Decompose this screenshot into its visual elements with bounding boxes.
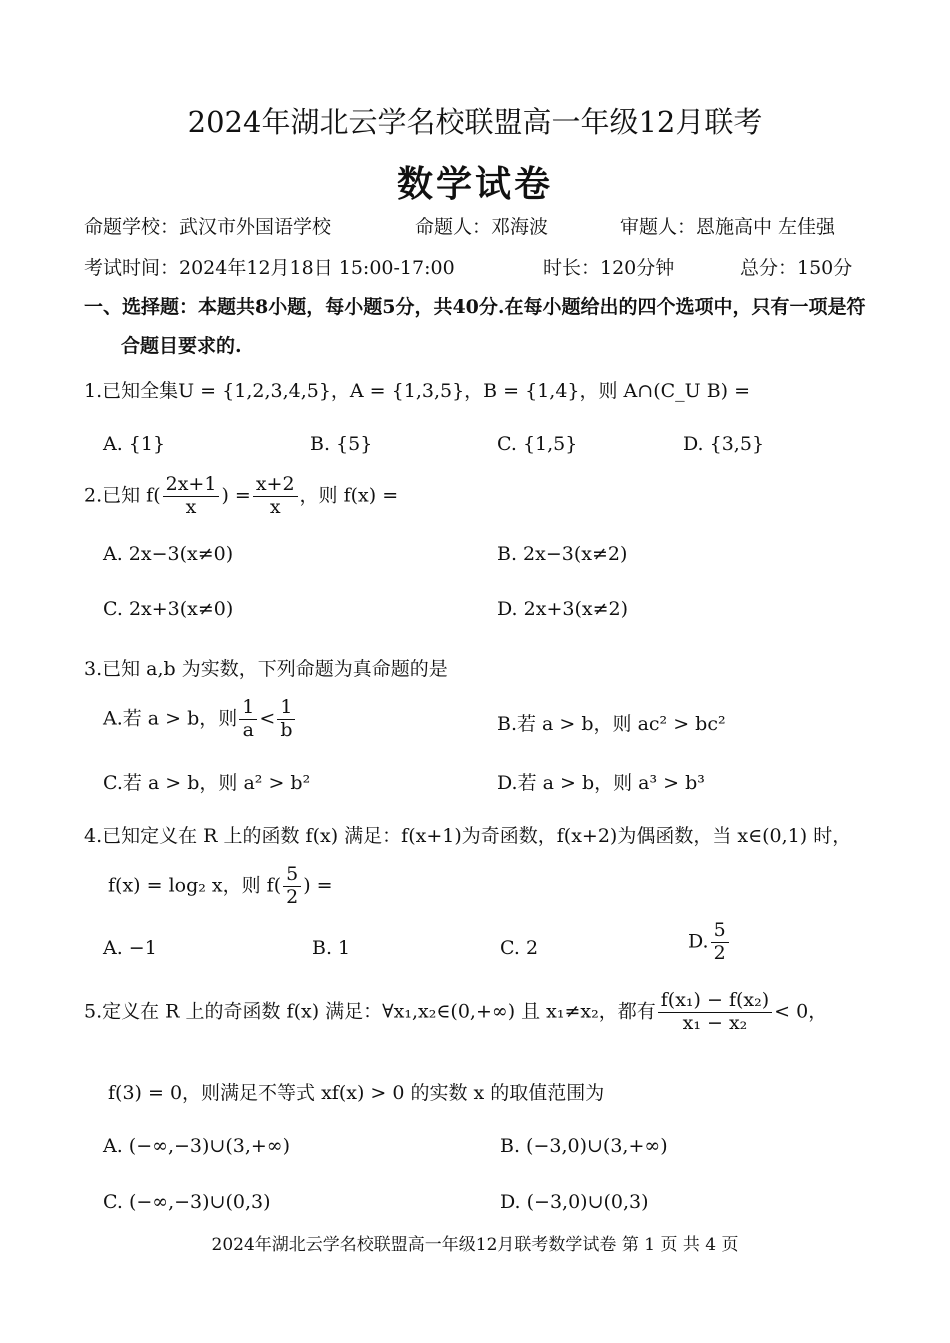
- q3-option-a-pre: A.若 a > b，则: [103, 707, 238, 730]
- q1-option-d[interactable]: D. {3,5}: [683, 433, 765, 455]
- q5-stem-line2: f(3) = 0，则满足不等式 xf(x) > 0 的实数 x 的取值范围为: [108, 1082, 605, 1104]
- q4-option-d[interactable]: [688, 920, 731, 965]
- q2-option-c[interactable]: C. 2x+3(x≠0): [103, 598, 234, 620]
- q5-frac-den: x₁ − x₂: [682, 1011, 748, 1034]
- q2-stem: [84, 474, 398, 519]
- q5-option-d[interactable]: D. (−3,0)∪(0,3): [500, 1191, 649, 1213]
- q5-option-c[interactable]: C. (−∞,−3)∪(0,3): [103, 1191, 271, 1213]
- q3-frac1-den: a: [242, 718, 254, 741]
- q4-line2-post: ) =: [303, 874, 333, 897]
- q2-option-b[interactable]: B. 2x−3(x≠2): [497, 543, 628, 565]
- q4-stem-line2: [108, 864, 333, 909]
- section-heading-line1: 一、选择题：本题共8小题，每小题5分，共40分.在每小题给出的四个选项中，只有一项是符: [84, 296, 866, 318]
- q1-option-a[interactable]: A. {1}: [103, 433, 166, 455]
- q4-optd-num: 5: [711, 920, 729, 943]
- q2-option-a[interactable]: A. 2x−3(x≠0): [103, 543, 234, 565]
- q3-option-a-frac2: [277, 697, 295, 742]
- exam-time: 考试时间：2024年12月18日 15:00-17:00: [84, 257, 455, 279]
- q5-stem: [84, 990, 827, 1035]
- q2-fraction-1: [163, 474, 220, 519]
- q2-stem-mid: ) =: [221, 484, 251, 507]
- q3-option-a[interactable]: [103, 697, 297, 742]
- q5-stem-text: 5.定义在 R 上的奇函数 f(x) 满足：∀x₁,x₂∈(0,+∞) 且 x₁≠x₂，都有: [84, 1000, 656, 1023]
- setting-school: 命题学校：武汉市外国语学校: [84, 216, 332, 238]
- q5-frac-num: f(x₁) − f(x₂): [658, 990, 772, 1013]
- q2-frac2-den: x: [269, 495, 281, 518]
- q5-stem-post: < 0，: [774, 1000, 828, 1023]
- section-heading-line2: 合题目要求的.: [121, 335, 242, 357]
- exam-total-score: 总分：150分: [740, 257, 853, 279]
- exam-duration: 时长：120分钟: [543, 257, 675, 279]
- question-author: 命题人：邓海波: [415, 216, 549, 238]
- q5-fraction: [658, 990, 772, 1035]
- q4-optd-den: 2: [713, 941, 726, 964]
- q4-option-d-frac: [711, 920, 729, 965]
- question-reviewer: 审题人：恩施高中 左佳强: [620, 216, 836, 238]
- q2-fraction-2: [253, 474, 298, 519]
- q3-option-a-frac1: [239, 697, 257, 742]
- q5-option-a[interactable]: A. (−∞,−3)∪(3,+∞): [103, 1135, 291, 1157]
- q3-frac2-num: 1: [277, 697, 295, 720]
- q2-option-d[interactable]: D. 2x+3(x≠2): [497, 598, 628, 620]
- q1-option-b[interactable]: B. {5}: [310, 433, 373, 455]
- q2-frac1-den: x: [185, 495, 197, 518]
- q4-option-a[interactable]: A. −1: [103, 937, 157, 959]
- q5-option-b[interactable]: B. (−3,0)∪(3,+∞): [500, 1135, 668, 1157]
- q4-option-d-pre: D.: [688, 930, 709, 953]
- q4-option-c[interactable]: C. 2: [500, 937, 539, 959]
- q4-fraction: [283, 864, 301, 909]
- q2-frac1-num: 2x+1: [163, 474, 220, 497]
- q1-stem: 1.已知全集U = {1,2,3,4,5}，A = {1,3,5}，B = {1,4}，则 A∩(C_U B) =: [84, 380, 751, 402]
- q2-frac2-num: x+2: [253, 474, 298, 497]
- exam-title: 2024年湖北云学名校联盟高一年级12月联考: [187, 105, 763, 139]
- exam-subtitle: 数学试卷: [396, 163, 553, 205]
- q4-line2-pre: f(x) = log₂ x，则 f(: [108, 874, 282, 897]
- page-footer: 2024年湖北云学名校联盟高一年级12月联考数学试卷 第 1 页 共 4 页: [211, 1235, 739, 1255]
- q4-stem: 4.已知定义在 R 上的函数 f(x) 满足：f(x+1)为奇函数，f(x+2)为偶函数，当 x∈(0,1) 时，: [84, 825, 852, 847]
- q3-option-c[interactable]: C.若 a > b，则 a² > b²: [103, 772, 311, 794]
- q2-stem-pre: 2.已知 f(: [84, 484, 161, 507]
- q3-stem: 3.已知 a,b 为实数，下列命题为真命题的是: [84, 658, 448, 680]
- q3-frac1-num: 1: [239, 697, 257, 720]
- q3-option-b[interactable]: B.若 a > b，则 ac² > bc²: [497, 713, 726, 735]
- q3-frac2-den: b: [280, 718, 293, 741]
- q3-option-d[interactable]: D.若 a > b，则 a³ > b³: [497, 772, 705, 794]
- q4-frac-num: 5: [283, 864, 301, 887]
- q1-option-c[interactable]: C. {1,5}: [497, 433, 578, 455]
- q4-frac-den: 2: [286, 885, 299, 908]
- q4-option-b[interactable]: B. 1: [312, 937, 351, 959]
- q3-option-a-mid: <: [259, 707, 276, 730]
- q2-stem-post: ，则 f(x) =: [299, 484, 399, 507]
